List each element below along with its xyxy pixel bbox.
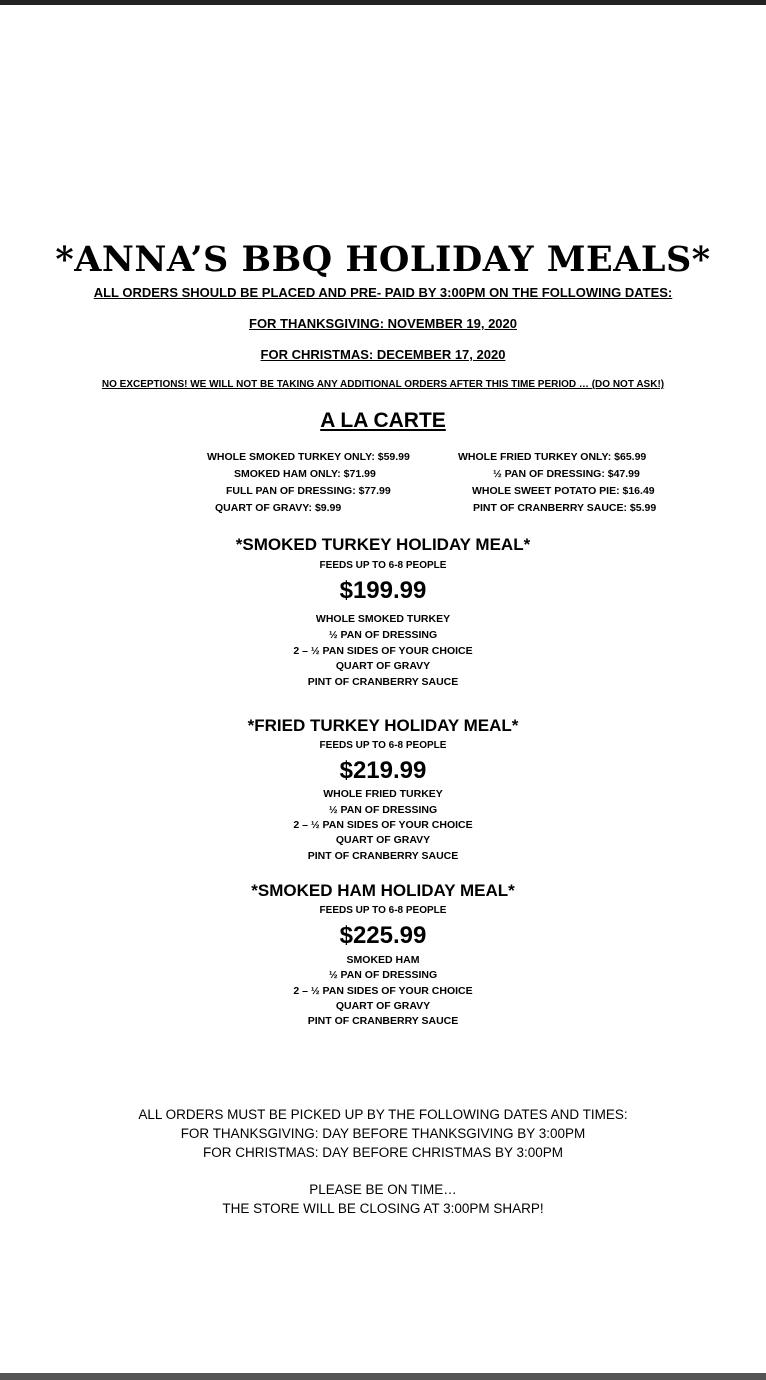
a-la-carte-item: QUART OF GRAVY: $9.99 (215, 502, 342, 514)
order-deadline-line: ALL ORDERS SHOULD BE PLACED AND PRE- PAID BY 3:00PM ON THE FOLLOWING DATES: (93, 285, 673, 300)
meal-item: PINT OF CRANBERRY SAUCE (307, 1015, 459, 1027)
meal-item: ½ PAN OF DRESSING (328, 629, 438, 641)
a-la-carte-item: ½ PAN OF DRESSING: $47.99 (493, 468, 640, 480)
meal-feeds: FEEDS UP TO 6-8 PEOPLE (319, 560, 447, 571)
a-la-carte-item: SMOKED HAM ONLY: $71.99 (234, 468, 376, 480)
meal-item: SMOKED HAM (346, 954, 420, 966)
meal-item: QUART OF GRAVY (335, 1000, 431, 1012)
top-border (0, 0, 766, 5)
bottom-border (0, 1373, 766, 1380)
meal-item: ½ PAN OF DRESSING (328, 969, 438, 981)
closing-note: PLEASE BE ON TIME… (309, 1182, 457, 1197)
meal-price: $219.99 (339, 757, 427, 784)
pickup-note: ALL ORDERS MUST BE PICKED UP BY THE FOLLOWING DATES AND TIMES: (138, 1107, 628, 1122)
a-la-carte-item: FULL PAN OF DRESSING: $77.99 (226, 485, 391, 497)
meal-price: $225.99 (339, 922, 427, 949)
meal-item: PINT OF CRANBERRY SAUCE (307, 676, 459, 688)
closing-note: THE STORE WILL BE CLOSING AT 3:00PM SHARP! (222, 1201, 544, 1216)
christmas-deadline: FOR CHRISTMAS: DECEMBER 17, 2020 (260, 347, 506, 362)
meal-price: $199.99 (339, 577, 427, 604)
a-la-carte-heading: A LA CARTE (320, 409, 446, 432)
meal-item: 2 – ½ PAN SIDES OF YOUR CHOICE (293, 645, 473, 657)
thanksgiving-deadline: FOR THANKSGIVING: NOVEMBER 19, 2020 (249, 316, 517, 331)
a-la-carte-item: WHOLE SMOKED TURKEY ONLY: $59.99 (207, 451, 410, 463)
a-la-carte-item: PINT OF CRANBERRY SAUCE: $5.99 (473, 502, 657, 514)
page-title: *ANNA’S BBQ HOLIDAY MEALS* (55, 239, 711, 280)
meal-title: *SMOKED TURKEY HOLIDAY MEAL* (235, 535, 531, 554)
meal-title: *SMOKED HAM HOLIDAY MEAL* (251, 881, 515, 900)
meal-title: *FRIED TURKEY HOLIDAY MEAL* (247, 716, 519, 735)
meal-item: 2 – ½ PAN SIDES OF YOUR CHOICE (293, 819, 473, 831)
meal-item: QUART OF GRAVY (335, 834, 431, 846)
meal-item: ½ PAN OF DRESSING (328, 804, 438, 816)
meal-item: WHOLE SMOKED TURKEY (315, 613, 451, 625)
meal-item: QUART OF GRAVY (335, 660, 431, 672)
a-la-carte-item: WHOLE SWEET POTATO PIE: $16.49 (472, 485, 655, 497)
meal-item: 2 – ½ PAN SIDES OF YOUR CHOICE (293, 985, 473, 997)
a-la-carte-item: WHOLE FRIED TURKEY ONLY: $65.99 (458, 451, 647, 463)
pickup-note: FOR CHRISTMAS: DAY BEFORE CHRISTMAS BY 3:00PM (202, 1145, 564, 1160)
meal-item: PINT OF CRANBERRY SAUCE (307, 850, 459, 862)
meal-feeds: FEEDS UP TO 6-8 PEOPLE (319, 740, 447, 751)
meal-item: WHOLE FRIED TURKEY (323, 788, 443, 800)
no-exceptions-notice: NO EXCEPTIONS! WE WILL NOT BE TAKING ANY ADDITIONAL ORDERS AFTER THIS TIME PERIOD … (DO NOT ASK!) (101, 379, 665, 390)
meal-feeds: FEEDS UP TO 6-8 PEOPLE (319, 905, 447, 916)
pickup-note: FOR THANKSGIVING: DAY BEFORE THANKSGIVING BY 3:00PM (180, 1126, 586, 1141)
